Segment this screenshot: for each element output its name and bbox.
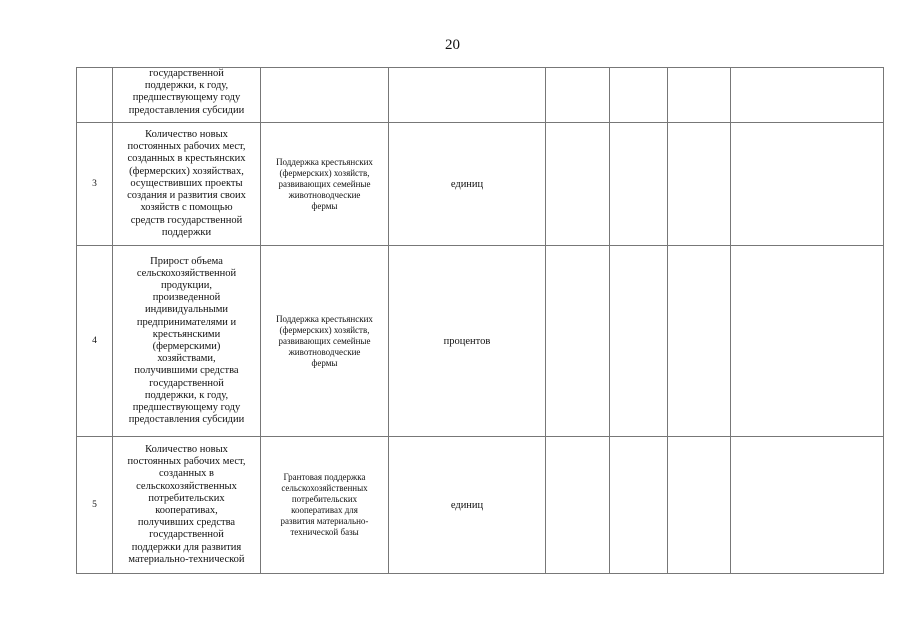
indicator-line: государственной [149, 529, 224, 541]
indicator-cell [113, 123, 261, 246]
measure-cell [261, 437, 389, 574]
value-cell [610, 68, 668, 123]
indicator-line: продукции, [161, 279, 212, 291]
value-cell [546, 437, 610, 574]
indicator-line: получивших средства [137, 517, 236, 529]
unit-cell: единиц [389, 437, 546, 574]
indicator-line: потребительских [148, 492, 225, 504]
indicator-line: постоянных рабочих мест, [127, 456, 246, 468]
value-cell [731, 246, 884, 437]
row-number-cell: 3 [77, 123, 113, 246]
indicator-line: произведенной [152, 292, 221, 304]
measure-line: животноводческие [288, 189, 361, 200]
indicator-line: поддержки, к году, [144, 389, 229, 401]
indicator-line: хозяйств с помощью [140, 202, 233, 214]
value-cell [610, 123, 668, 246]
unit-cell [389, 68, 546, 123]
measure-line: технической базы [290, 527, 359, 537]
indicator-line: средств государственной [130, 214, 243, 226]
measure-line: животноводческие [288, 346, 361, 357]
indicator-line: предоставления субсидии [128, 104, 245, 116]
indicator-line: (фермерскими) [152, 341, 221, 352]
indicator-line: предпринимателями и [136, 316, 237, 328]
table-row [77, 68, 884, 123]
indicator-line: (фермерских) хозяйствах, [129, 165, 244, 177]
row-number-cell: 4 [77, 246, 113, 437]
indicator-line: Прирост объема [150, 255, 223, 267]
indicator-line: государственной [149, 377, 224, 389]
measure-line: Поддержка крестьянских [276, 156, 373, 167]
indicator-line: индивидуальными [145, 304, 228, 316]
measure-line: (фермерских) хозяйств, [279, 324, 370, 335]
indicator-cell [113, 437, 261, 574]
measure-line: Грантовая поддержка [283, 472, 366, 482]
indicator-line: сельскохозяйственной [136, 267, 237, 279]
page-number: 20 [445, 37, 460, 53]
value-cell [668, 123, 731, 246]
indicator-line: Количество новых [145, 129, 228, 141]
value-cell [668, 437, 731, 574]
indicator-line: предшествующему году [132, 402, 241, 414]
indicator-line: осуществивших проекты [130, 177, 243, 189]
value-cell [668, 246, 731, 437]
indicator-line: предоставления субсидии [128, 414, 245, 426]
measure-line: развивающих семейные [278, 178, 371, 189]
indicator-line: создания и развития своих [127, 190, 246, 202]
value-cell [731, 123, 884, 246]
indicator-line: Количество новых [145, 443, 228, 455]
measure-line: сельскохозяйственных [281, 483, 368, 493]
indicator-line: крестьянскими [152, 328, 221, 340]
indicator-line: получившими средства [134, 365, 239, 377]
unit-cell: единиц [389, 123, 546, 246]
measure-line: Поддержка крестьянских [276, 313, 373, 324]
row-number-cell: 5 [77, 437, 113, 574]
indicator-line: сельскохозяйственных [136, 480, 237, 492]
row-number-cell [77, 68, 113, 123]
indicator-line: хозяйствами, [157, 353, 216, 365]
table-row [77, 246, 884, 437]
measure-cell [261, 68, 389, 123]
unit-cell: процентов [389, 246, 546, 437]
value-cell [546, 123, 610, 246]
measure-line: фермы [311, 200, 338, 211]
value-cell [546, 68, 610, 123]
measure-line: развития материально- [280, 516, 369, 526]
value-cell [668, 68, 731, 123]
indicator-line: поддержки [161, 226, 212, 238]
value-cell [610, 437, 668, 574]
indicator-line: постоянных рабочих мест, [127, 141, 246, 153]
measure-line: развивающих семейные [278, 335, 371, 346]
value-cell [731, 437, 884, 574]
measure-line: потребительских [291, 494, 358, 504]
value-cell [610, 246, 668, 437]
indicators-table [76, 67, 884, 574]
measure-line: кооперативах для [291, 505, 358, 515]
indicator-line: созданных в крестьянских [127, 153, 246, 165]
measure-line: (фермерских) хозяйств, [279, 167, 370, 178]
measure-line: фермы [311, 357, 338, 368]
indicator-line: созданных в [159, 468, 214, 480]
indicator-cell [113, 246, 261, 437]
indicator-line: предшествующему году [132, 92, 241, 104]
measure-cell [261, 123, 389, 246]
indicator-line: материально-технической [128, 553, 245, 565]
value-cell [731, 68, 884, 123]
indicator-line: поддержки для развития [131, 541, 242, 553]
measure-cell [261, 246, 389, 437]
indicator-cell [113, 68, 261, 123]
table-row [77, 123, 884, 246]
value-cell [546, 246, 610, 437]
indicator-line: поддержки, к году, [144, 80, 229, 92]
table-row [77, 437, 884, 574]
indicator-line: кооперативах, [155, 505, 218, 516]
indicator-line: государственной [149, 68, 224, 79]
